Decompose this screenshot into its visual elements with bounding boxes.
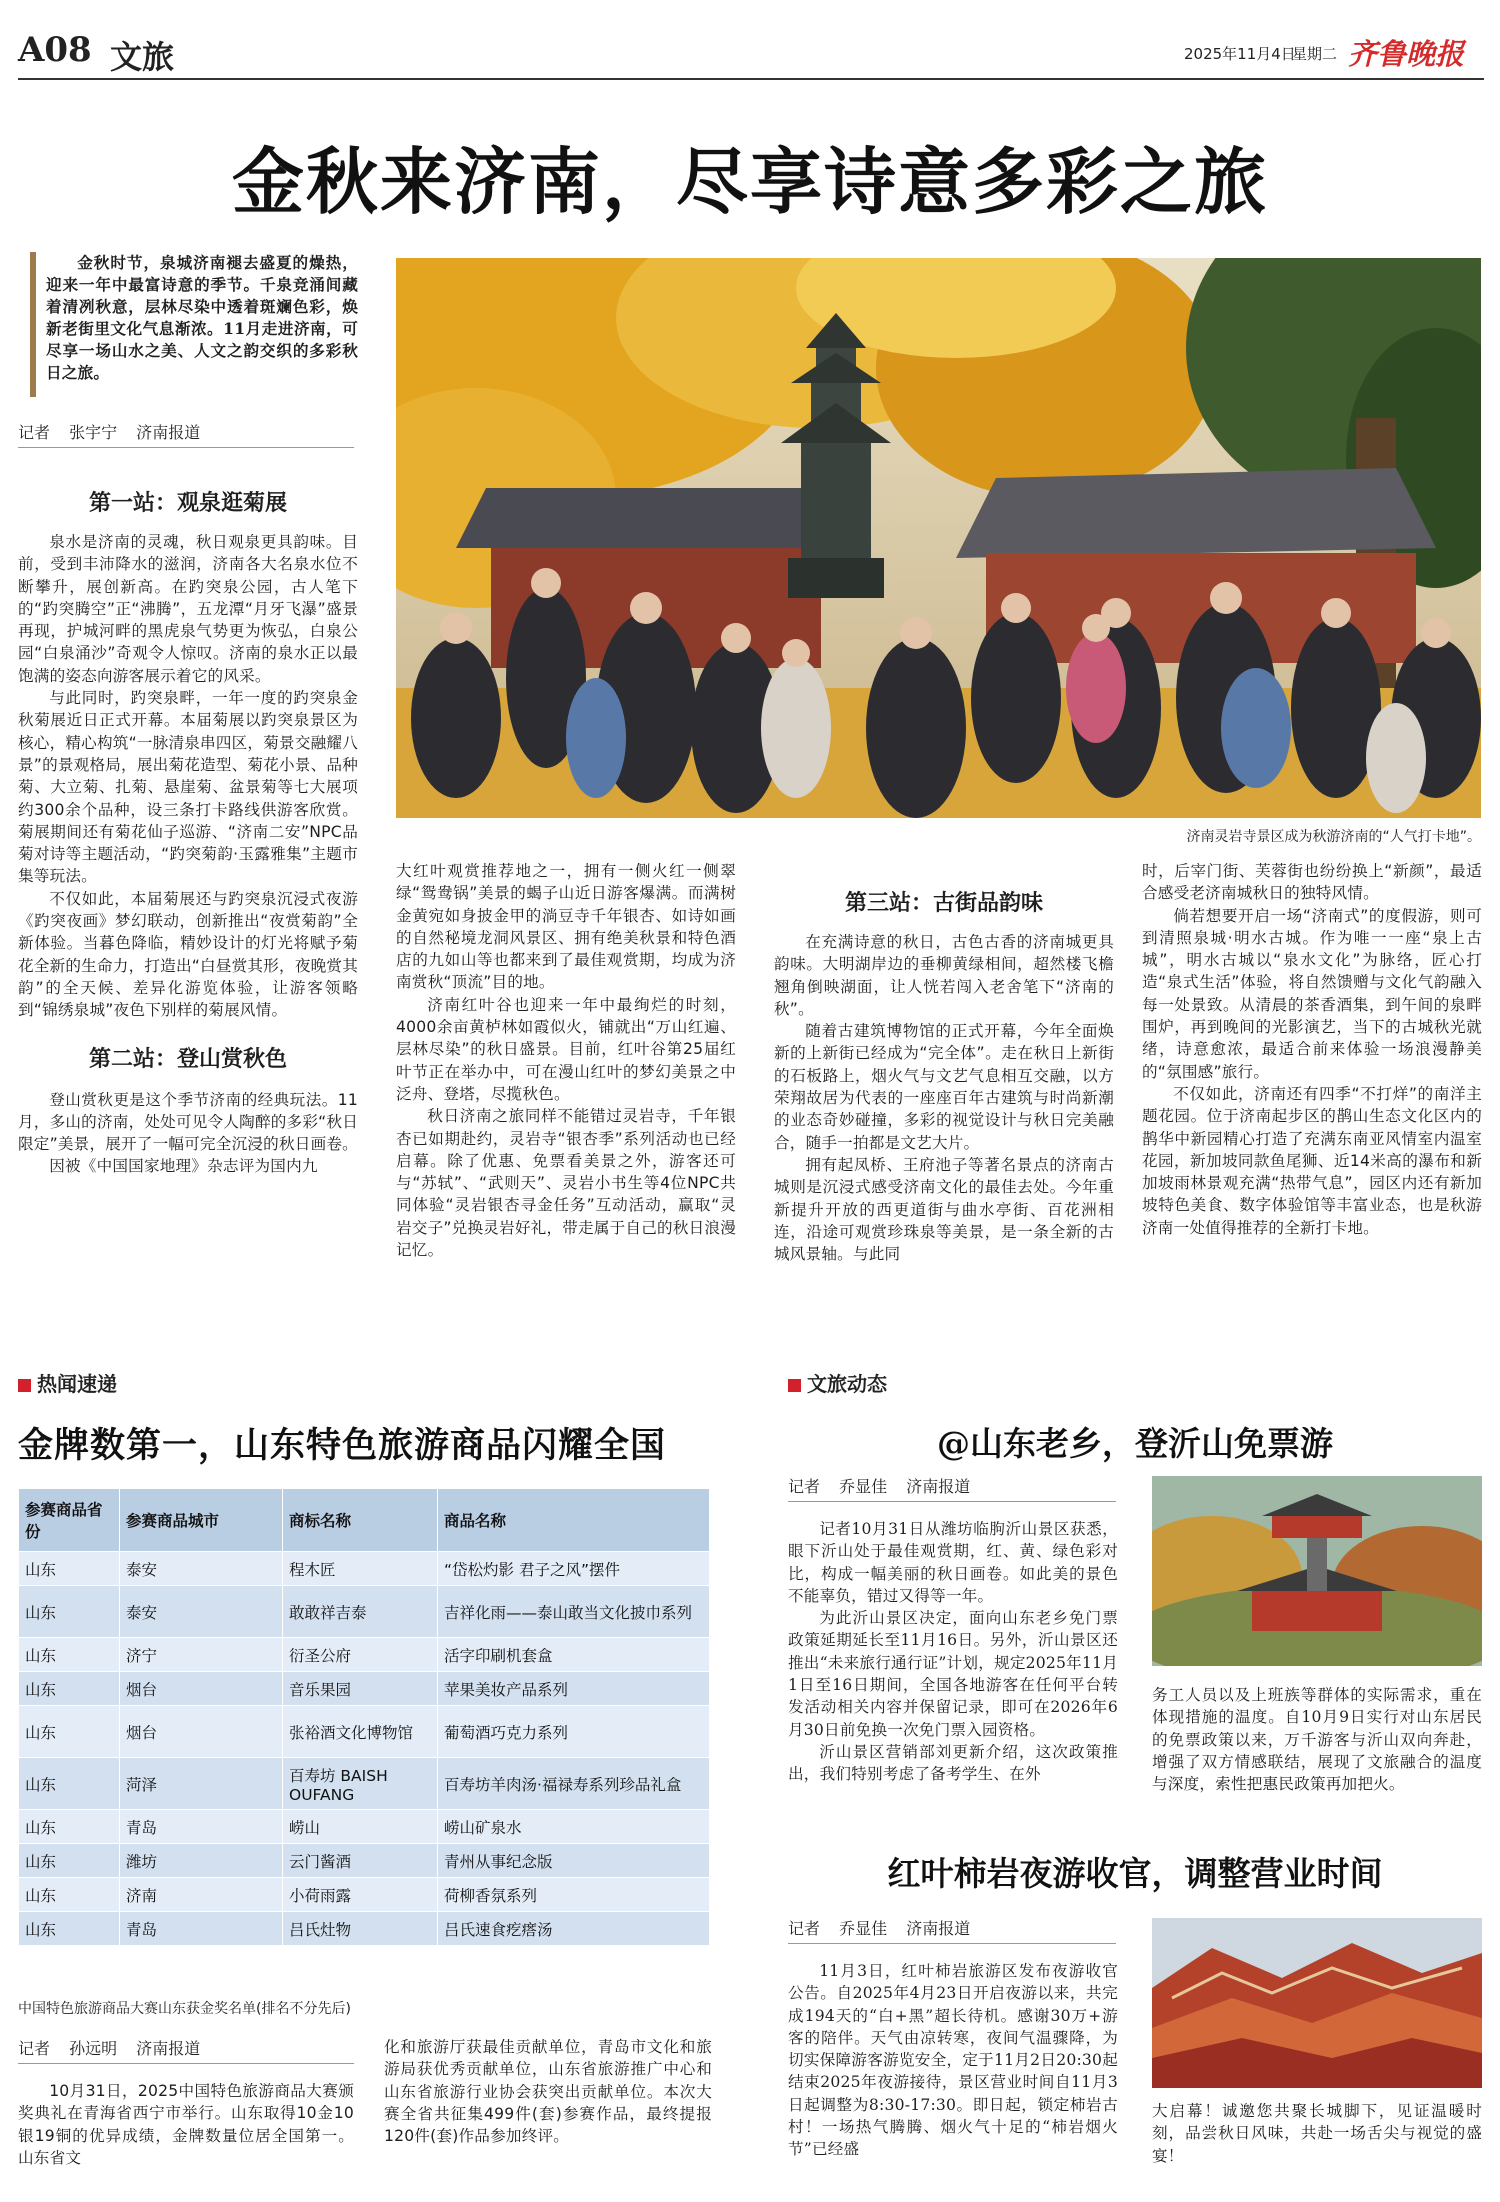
col1-paragraph-4: 登山赏秋更是这个季节济南的经典玩法。11月，多山的济南，处处可见令人陶醉的多彩“秋日限定”美景，展开了一幅可完全沉浸的秋日画卷。 [18,1090,358,1154]
page-code: A08 [18,30,92,70]
yishan-photo [1152,1476,1482,1666]
red-square-icon [788,1379,801,1392]
byline-name: 乔显佳 [839,1919,888,1938]
table-row [19,1706,710,1758]
hot-news-headline: 金牌数第一，山东特色旅游商品闪耀全国 [18,1425,667,1466]
col2-paragraph-2: 济南红叶谷也迎来一年中最绚烂的时刻，4000余亩黄栌林如霞似火，铺就出“万山红遍、层林尽染”的秋日盛景。目前，红叶谷第25届红叶节正在举办中，可在漫山红叶的梦幻美景之中泛舟、登塔，尽揽秋色。 [396,995,736,1103]
product-cell: 活字印刷机套盒 [438,1638,710,1672]
city-cell: 泰安 [120,1586,283,1638]
table-row [19,1810,710,1844]
brand-cell: 音乐果园 [283,1672,438,1706]
product-cell: 青州从事纪念版 [438,1844,710,1878]
table-row [19,1912,710,1946]
city-cell: 烟台 [120,1706,283,1758]
header-province: 参赛商品省份 [19,1489,120,1552]
subhead-station-1: 第一站：观泉逛菊展 [88,490,287,516]
main-byline [18,420,354,448]
byline-name: 乔显佳 [839,1477,888,1496]
table-row [19,1586,710,1638]
header-product: 商品名称 [438,1489,710,1552]
product-cell: 吕氏速食疙瘩汤 [438,1912,710,1946]
table-row [19,1638,710,1672]
col2-paragraph-3: 秋日济南之旅同样不能错过灵岩寺，千年银杏已如期赴约，灵岩寺“银杏季”系列活动也已经启幕。除了优惠、免票看美景之外，游客还可与“苏轼”、“武则天”、灵岩小书生等4位NPC共同体验“灵岩银杏寻金任务”互动活动，赢取“灵岩交子”兑换灵岩好礼，带走属于自己的秋日浪漫记忆。 [396,1107,736,1260]
col1-paragraph-1: 泉水是济南的灵魂，秋日观泉更具韵味。目前，受到丰沛降水的滋润，济南各大名泉水位不断攀升，展创新高。在趵突泉公园，古人笔下的“趵突腾空”正“沸腾”，五龙潭“月牙飞瀑”盛景再现，护城河畔的黑虎泉气势更为恢弘，白泉公园“白泉涌沙”奇观令人惊叹。济南的泉水正以最饱满的姿态向游客展示着它的风采。 [18,533,358,685]
issue-date: 2025年11月4日 [1184,45,1296,63]
subhead-station-3: 第三站：古街品韵味 [844,890,1043,916]
table-caption: 中国特色旅游商品大赛山东获金奖名单(排名不分先后) [18,2001,351,2017]
city-cell: 烟台 [120,1672,283,1706]
product-cell: 苹果美妆产品系列 [438,1672,710,1706]
city-cell: 潍坊 [120,1844,283,1878]
col4-paragraph-1: 时，后宰门街、芙蓉街也纷纷换上“新颜”，最适合感受老济南城秋日的独特风情。 [1142,862,1482,903]
yishan-paragraph-3: 沂山景区营销部刘更新介绍，这次政策推出，我们特别考虑了备考学生、在外 [788,1742,1118,1784]
product-cell: 吉祥化雨——泰山敢当文化披巾系列 [438,1586,710,1638]
red-square-icon [18,1379,31,1392]
product-cell: 崂山矿泉水 [438,1810,710,1844]
hot-news-tag: 热闻速递 [18,1368,117,1397]
col1-paragraph-5: 因被《中国国家地理》杂志评为国内九 [49,1157,318,1176]
province-cell: 山东 [19,1844,120,1878]
col4-paragraph-2: 倘若想要开启一场“济南式”的度假游，则可到清照泉城·明水古城。作为唯一一座“泉上古城”，明水古城以“泉水文化”为脉络，匠心打造“泉式生活”体验，将自然馈赠与文化气韵融入每一处景致。从清晨的茶香酒集，到午间的泉畔围炉，再到晚间的光影演艺，当下的古城秋光就绪，诗意愈浓，最适合前来体验一场浪漫静美的“氛围感”旅行。 [1142,906,1482,1081]
byline-label: 记者 [788,1919,821,1938]
section-name: 文旅 [110,38,175,76]
col1-paragraph-3: 不仅如此，本届菊展还与趵突泉沉浸式夜游《趵突夜画》梦幻联动，创新推出“夜赏菊韵”全新体验。当暮色降临，精妙设计的灯光将赋予菊花全新的生命力，打造出“白昼赏其形，夜晚赏其韵”的全天候、差异化游览体验，让游客领略到“锦绣泉城”夜色下别样的菊展风情。 [18,889,358,1020]
brand-cell: 程木匠 [283,1552,438,1586]
col2-paragraph-1: 大红叶观赏推荐地之一，拥有一侧火红一侧翠绿“鸳鸯锅”美景的蝎子山近日游客爆满。而满树金黄宛如身披金甲的淌豆寺千年银杏、如诗如画的自然秘境龙洞风景区、拥有绝美秋景和特色酒店的九如山等也都来到了最佳观赏期，均成为济南赏秋“顶流”目的地。 [396,862,736,992]
yishan-paragraph-4: 务工人员以及上班族等群体的实际需求，重在体现措施的温度。自10月9日实行对山东居民的免票政策以来，万千游客与沂山双向奔赴，增强了双方情感联结，展现了文旅融合的温度与深度，索性把惠民政策再加把火。 [1152,1686,1482,1794]
table-row [19,1844,710,1878]
hot-news-byline [18,2036,354,2064]
byline-outlet: 济南报道 [136,2039,201,2058]
col1-paragraph-2: 与此同时，趵突泉畔，一年一度的趵突泉金秋菊展近日正式开幕。本届菊展以趵突泉景区为核心，精心构筑“一脉清泉串四区，菊景交融耀八景”的景观格局，展出菊花造型、菊花小景、品种菊、大立菊、扎菊、悬崖菊、盆景菊等七大展项约300余个品种，设三条打卡路线供游客欣赏。菊展期间还有菊花仙子巡游、“济南二安”NPC品菊对诗等主题活动，“趵突菊韵·玉露雅集”主题市集等玩法。 [18,689,358,886]
province-cell: 山东 [19,1810,120,1844]
lingyan-temple-photo [396,258,1481,818]
yishan-text-col [788,1518,1118,1786]
province-cell: 山东 [19,1758,120,1810]
column-2 [396,860,736,1261]
province-cell: 山东 [19,1912,120,1946]
byline-label: 记者 [788,1477,821,1496]
column-1 [18,486,358,1178]
yishan-headline: @山东老乡，登沂山免票游 [937,1424,1333,1463]
shiyan-paragraph-1: 11月3日，红叶柿岩旅游区发布夜游收官公告。自2025年4月23日开启夜游以来，共完成194天的“白+黑”超长待机。感谢30万+游客的陪伴。天气由凉转寒，夜间气温骤降，为切实保障游客游览安全，定于11月2日20:30起结束2025年夜游接待，景区营业时间自11月3日起调整为8:30-17:30。即日起，锁定柿岩古村！一场热气腾腾、烟火气十足的“柿岩烟火节”已经盛 [788,1962,1118,2159]
city-cell: 济南 [120,1878,283,1912]
lead-bar [30,252,36,397]
yishan-paragraph-2: 为此沂山景区决定，面向山东老乡免门票政策延期延长至11月16日。另外，沂山景区还推出“未来旅行通行证”计划，规定2025年11月1日至16日期间，全国各地游客在任何平台转发活动相关内容并保留记录，即可在2026年6月30日前免换一次免门票入园资格。 [788,1609,1118,1739]
hot-news-paragraph-1: 10月31日，2025中国特色旅游商品大赛颁奖典礼在青海省西宁市举行。山东取得10金10银19铜的优异成绩，金牌数量位居全国第一。山东省文 [18,2082,354,2167]
awards-table [18,1488,710,1946]
brand-cell: 敢敢祥吉泰 [283,1586,438,1638]
hot-news-paragraph-2: 化和旅游厅获最佳贡献单位，青岛市文化和旅游局获优秀贡献单位，山东省旅游推广中心和山东省旅游行业协会获突出贡献单位。本次大赛全省共征集499件(套)参赛作品，最终提报120件(套)作品参加终评。 [384,2038,712,2146]
province-cell: 山东 [19,1672,120,1706]
col3-paragraph-3: 拥有起凤桥、王府池子等著名景点的济南古城则是沉浸式感受济南文化的最佳去处。今年重新提升开放的西更道街与曲水亭街、百花洲相连，沿途可观赏珍珠泉等美景，是一条全新的古城风景轴。与此同 [774,1155,1114,1264]
header-city: 参赛商品城市 [120,1489,283,1552]
shiyan-paragraph-2: 大启幕！诚邀您共聚长城脚下，见证温暖时刻，品尝秋日风味，共赴一场舌尖与视觉的盛宴！ [1152,2102,1482,2165]
province-cell: 山东 [19,1552,120,1586]
table-row [19,1552,710,1586]
brand-cell: 张裕酒文化博物馆 [283,1706,438,1758]
masthead [18,30,1484,82]
column-4 [1142,860,1482,1239]
shiyan-byline [788,1916,1116,1944]
culture-news-tag: 文旅动态 [788,1368,887,1397]
col3-paragraph-2: 随着古建筑博物馆的正式开幕，今年全面焕新的上新街已经成为“完全体”。走在秋日上新街的石板路上，烟火气与文艺气息相互交融，以方荣翔故居为代表的一座座百年古建筑与时尚新潮的业态奇妙碰撞，多彩的视觉设计与秋日完美融合，随手一拍都是文艺大片。 [774,1022,1114,1152]
main-headline: 金秋来济南，尽享诗意多彩之旅 [231,139,1268,224]
masthead-rule [18,78,1484,80]
table-header-row [19,1489,710,1552]
table-row [19,1878,710,1912]
brand-cell: 衍圣公府 [283,1638,438,1672]
byline-name: 张宇宁 [69,423,118,442]
table-row [19,1758,710,1810]
brand-cell: 崂山 [283,1810,438,1844]
byline-outlet: 济南报道 [906,1919,971,1938]
photo-caption: 济南灵岩寺景区成为秋游济南的“人气打卡地”。 [1186,829,1481,845]
city-cell: 青岛 [120,1912,283,1946]
byline-name: 孙远明 [69,2039,118,2058]
brand-cell: 云门酱酒 [283,1844,438,1878]
subhead-station-2: 第二站：登山赏秋色 [88,1045,287,1072]
byline-outlet: 济南报道 [136,423,201,442]
brand-cell: 百寿坊 BAISH OUFANG [283,1758,438,1810]
col3-paragraph-1: 在充满诗意的秋日，古色古香的济南城更具韵味。大明湖岸边的垂柳黄绿相间，超然楼飞檐翘角倒映湖面，让人恍若闯入老舍笔下“济南的秋”。 [774,933,1114,1018]
shiyan-photo [1152,1918,1482,2088]
province-cell: 山东 [19,1878,120,1912]
province-cell: 山东 [19,1638,120,1672]
byline-label: 记者 [18,423,51,442]
awards-table-wrap [18,1488,710,1946]
city-cell: 菏泽 [120,1758,283,1810]
header-brand: 商标名称 [283,1489,438,1552]
product-cell: 荷柳香氛系列 [438,1878,710,1912]
city-cell: 泰安 [120,1552,283,1586]
yishan-byline [788,1474,1116,1502]
brand-cell: 吕氏灶物 [283,1912,438,1946]
product-cell: 葡萄酒巧克力系列 [438,1706,710,1758]
province-cell: 山东 [19,1706,120,1758]
table-row [19,1672,710,1706]
column-3 [774,886,1114,1265]
brand-cell: 小荷雨露 [283,1878,438,1912]
byline-outlet: 济南报道 [906,1477,971,1496]
product-cell: “岱松灼影 君子之风”摆件 [438,1552,710,1586]
yishan-paragraph-1: 记者10月31日从潍坊临朐沂山景区获悉，眼下沂山处于最佳观赏期，红、黄、绿色彩对比，构成一幅美丽的秋日画卷。如此美的景色不能辜负，错过又得等一年。 [788,1520,1118,1605]
issue-weekday: 星期二 [1292,45,1338,63]
paper-logo: 齐鲁晚报 [1348,37,1465,71]
shiyan-headline: 红叶柿岩夜游收官，调整营业时间 [887,1854,1383,1893]
city-cell: 济宁 [120,1638,283,1672]
lead-box [30,252,358,384]
province-cell: 山东 [19,1586,120,1638]
byline-label: 记者 [18,2039,51,2058]
city-cell: 青岛 [120,1810,283,1844]
col4-paragraph-3: 不仅如此，济南还有四季“不打烊”的南洋主题花园。位于济南起步区的鹊山生态文化区内的鹊华中新园精心打造了充满东南亚风情室内温室花园，新加坡同款鱼尾狮、近14米高的瀑布和新加坡雨林景观充满“热带气息”，园区内还有新加坡特色美食、数字体验馆等丰富业态，也是秋游济南一处值得推荐的全新打卡地。 [1142,1084,1482,1237]
product-cell: 百寿坊羊肉汤·福禄寿系列珍品礼盒 [438,1758,710,1810]
lead-paragraph: 金秋时节，泉城济南褪去盛夏的燥热，迎来一年中最富诗意的季节。千泉竞涌间藏着清冽秋意，层林尽染中透着斑斓色彩，焕新老街里文化气息渐浓。11月走进济南，可尽享一场山水之美、人文之韵交织的多彩秋日之旅。 [46,253,358,382]
